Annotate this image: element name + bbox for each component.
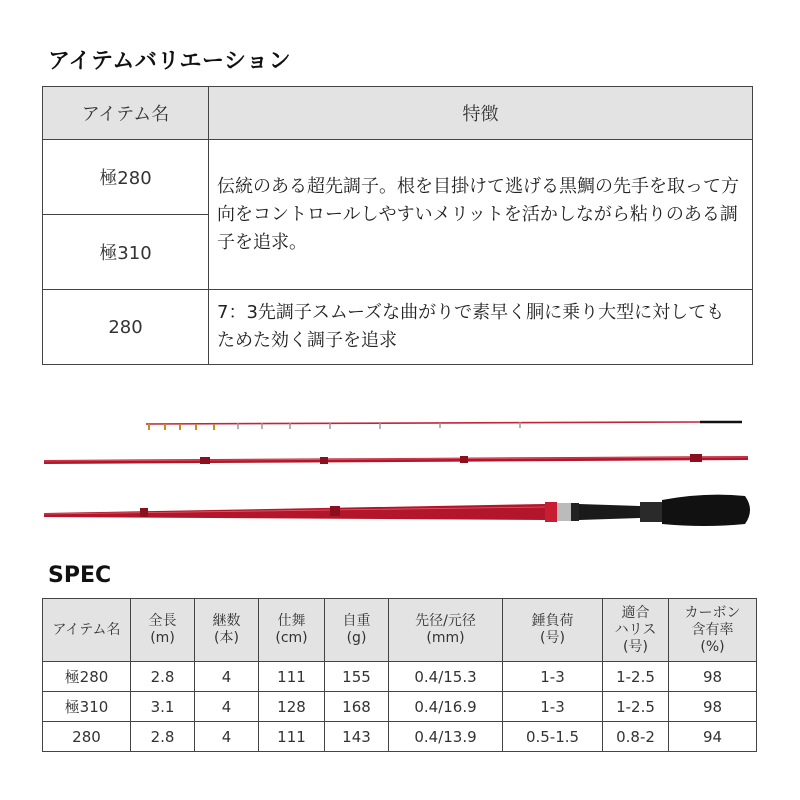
spec-cell: 0.4/15.3 [389, 662, 503, 692]
spec-cell: 2.8 [131, 722, 195, 752]
spec-cell: 98 [669, 692, 757, 722]
spec-cell: 2.8 [131, 662, 195, 692]
spec-cell: 1-3 [503, 692, 603, 722]
spec-cell: 111 [259, 722, 325, 752]
spec-cell: 280 [43, 722, 131, 752]
variation-feature-text: 伝統のある超先調子。根を目掛けて逃げる黒鯛の先手を取って方向をコントロールしやすいメリットを活かしながら粘りのある調子を追求。 [209, 140, 753, 290]
spec-cell: 1-3 [503, 662, 603, 692]
variation-item-name: 極310 [43, 215, 209, 290]
spec-title: SPEC [48, 563, 112, 588]
variation-row [43, 140, 753, 215]
spec-cell: 143 [325, 722, 389, 752]
spec-cell: 168 [325, 692, 389, 722]
rod-middle-section [44, 454, 748, 464]
spec-header-weight: 自重 (g) [325, 599, 389, 662]
spec-cell: 4 [195, 722, 259, 752]
spec-cell: 極280 [43, 662, 131, 692]
spec-cell: 0.5-1.5 [503, 722, 603, 752]
spec-cell: 0.4/13.9 [389, 722, 503, 752]
spec-header-item: アイテム名 [43, 599, 131, 662]
spec-cell: 3.1 [131, 692, 195, 722]
spec-row [43, 662, 757, 692]
variation-title: アイテムバリエーション [48, 49, 292, 74]
variation-header-name: アイテム名 [43, 87, 209, 140]
spec-cell: 128 [259, 692, 325, 722]
variation-table [42, 86, 753, 365]
rod-product-image [0, 400, 800, 540]
spec-header-pieces: 継数 (本) [195, 599, 259, 662]
spec-header-leader: 適合 ハリス (号) [603, 599, 669, 662]
rod-tip-section [146, 422, 742, 430]
variation-item-name: 280 [43, 290, 209, 365]
rod-butt-section [44, 495, 750, 526]
spec-header-diameter: 先径/元径 (mm) [389, 599, 503, 662]
spec-header-length: 全長 (m) [131, 599, 195, 662]
spec-table [42, 598, 757, 752]
spec-header-carbon: カーボン 含有率 (%) [669, 599, 757, 662]
spec-header-closed-length: 仕舞 (cm) [259, 599, 325, 662]
variation-header-feature: 特徴 [209, 87, 753, 140]
spec-cell: 98 [669, 662, 757, 692]
spec-cell: 155 [325, 662, 389, 692]
spec-cell: 4 [195, 692, 259, 722]
spec-header-row [43, 599, 757, 662]
spec-cell: 94 [669, 722, 757, 752]
variation-item-name: 極280 [43, 140, 209, 215]
spec-cell: 1-2.5 [603, 662, 669, 692]
variation-feature-text: 7：3先調子スムーズな曲がりで素早く胴に乗り大型に対してもためた効く調子を追求 [209, 290, 753, 365]
spec-cell: 極310 [43, 692, 131, 722]
spec-header-sinker-load: 錘負荷 (号) [503, 599, 603, 662]
variation-row [43, 290, 753, 365]
spec-cell: 111 [259, 662, 325, 692]
spec-row [43, 692, 757, 722]
spec-cell: 0.8-2 [603, 722, 669, 752]
variation-header-row [43, 87, 753, 140]
spec-cell: 4 [195, 662, 259, 692]
spec-cell: 0.4/16.9 [389, 692, 503, 722]
spec-row [43, 722, 757, 752]
spec-cell: 1-2.5 [603, 692, 669, 722]
